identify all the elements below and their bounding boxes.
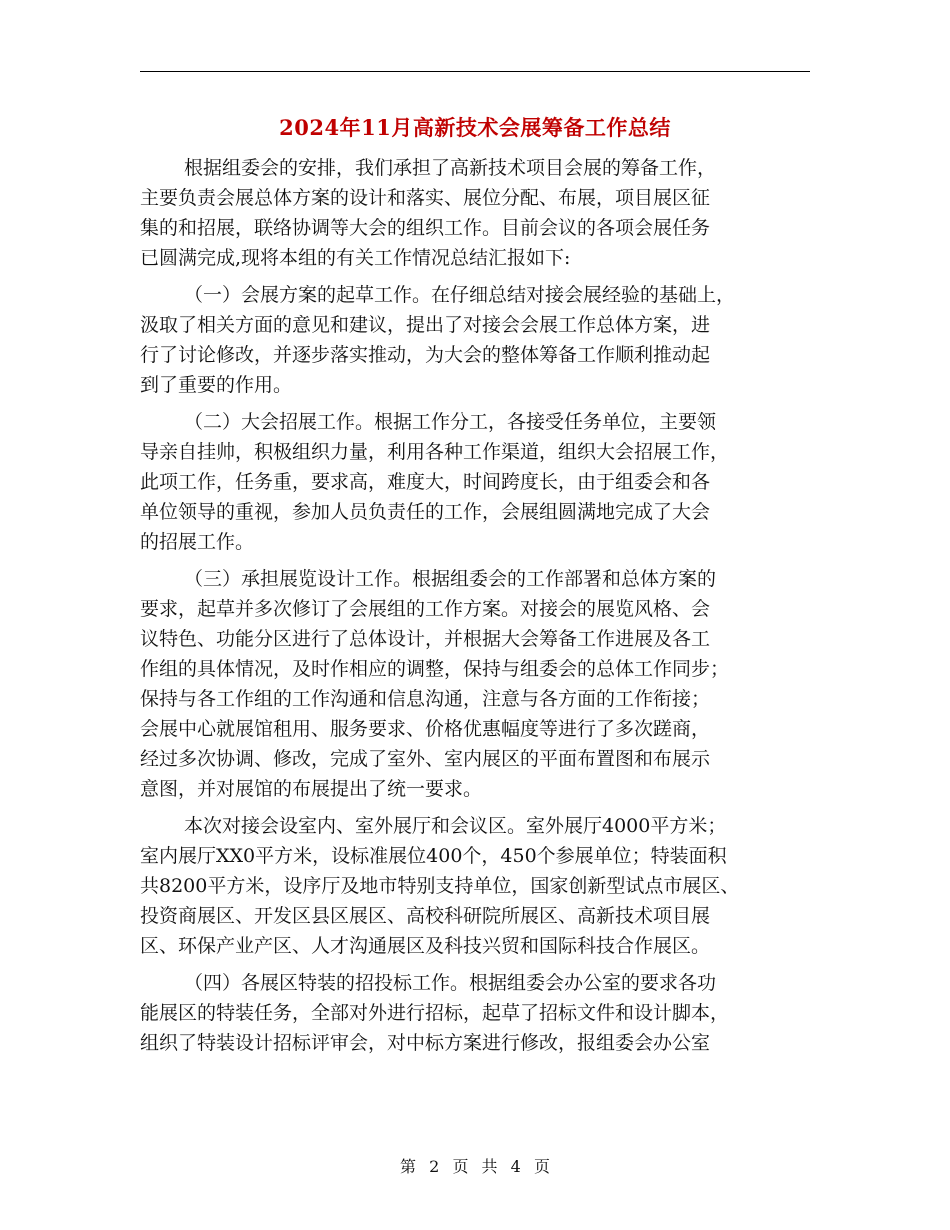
paragraph-line: 根据组委会的安排，我们承担了高新技术项目会展的筹备工作， xyxy=(184,157,717,179)
paragraph-line: 的招展工作。 xyxy=(140,531,255,553)
paragraph-line: 作组的具体情况，及时作相应的调整，保持与组委会的总体工作同步； xyxy=(140,658,730,680)
footer-page-word: 页 xyxy=(452,1157,469,1176)
paragraph-line: 导亲自挂帅，积极组织力量，利用各种工作渠道，组织大会招展工作， xyxy=(140,441,730,463)
paragraph-line: 能展区的特装任务，全部对外进行招标，起草了招标文件和设计脚本， xyxy=(140,1002,730,1024)
paragraph-line: 此项工作，任务重，要求高，难度大，时间跨度长，由于组委会和各 xyxy=(140,471,711,493)
paragraph-line: 议特色、功能分区进行了总体设计，并根据大会筹备工作进展及各工 xyxy=(140,628,711,650)
paragraph-line: 保持与各工作组的工作沟通和信息沟通，注意与各方面的工作衔接； xyxy=(140,688,711,710)
current-page-number: 2 xyxy=(429,1157,440,1176)
footer-suffix: 页 xyxy=(533,1157,550,1176)
footer-total-word: 共 xyxy=(481,1157,498,1176)
paragraph-line: 投资商展区、开发区县区展区、高校科研院所展区、高新技术项目展 xyxy=(140,905,711,927)
paragraph-line: （四）各展区特装的招投标工作。根据组委会办公室的要求各功 xyxy=(184,972,717,994)
paragraph-line: 主要负责会展总体方案的设计和落实、展位分配、布展，项目展区征 xyxy=(140,187,711,209)
paragraph-line: 单位领导的重视，参加人员负责任的工作，会展组圆满地完成了大会 xyxy=(140,501,711,523)
paragraph-line: （一）会展方案的起草工作。在仔细总结对接会展经验的基础上， xyxy=(184,284,736,306)
paragraph-line: 要求，起草并多次修订了会展组的工作方案。对接会的展览风格、会 xyxy=(140,598,711,620)
paragraph-line: 会展中心就展馆租用、服务要求、价格优惠幅度等进行了多次蹉商， xyxy=(140,718,711,740)
footer-prefix: 第 xyxy=(400,1157,417,1176)
paragraph-line: 经过多次协调、修改，完成了室外、室内展区的平面布置图和布展示 xyxy=(140,748,711,770)
paragraph-line: （二）大会招展工作。根据工作分工，各接受任务单位，主要领 xyxy=(184,411,717,433)
paragraph-line: 意图，并对展馆的布展提出了统一要求。 xyxy=(140,778,483,800)
paragraph-line: 组织了特装设计招标评审会，对中标方案进行修改，报组委会办公室 xyxy=(140,1032,711,1054)
paragraph-line: 到了重要的作用。 xyxy=(140,374,293,396)
paragraph-line: （三）承担展览设计工作。根据组委会的工作部署和总体方案的 xyxy=(184,568,717,590)
paragraph-line: 集的和招展，联络协调等大会的组织工作。目前会议的各项会展任务 xyxy=(140,217,711,239)
paragraph-line: 本次对接会设室内、室外展厅和会议区。室外展厅4000平方米； xyxy=(184,815,727,837)
paragraph-line: 共8200平方米，设序厅及地市特别支持单位，国家创新型试点市展区、 xyxy=(140,875,740,897)
total-page-number: 4 xyxy=(510,1157,521,1176)
paragraph-line: 汲取了相关方面的意见和建议，提出了对接会会展工作总体方案，进 xyxy=(140,314,711,336)
paragraph-line: 区、环保产业产区、人才沟通展区及科技兴贸和国际科技合作展区。 xyxy=(140,935,711,957)
header-rule xyxy=(140,71,810,72)
page-footer xyxy=(0,1154,950,1177)
paragraph-line: 已圆满完成,现将本组的有关工作情况总结汇报如下: xyxy=(140,247,571,269)
paragraph-line: 室内展厅XX0平方米，设标准展位400个，450个参展单位；特装面积 xyxy=(140,845,727,867)
paragraph-line: 行了讨论修改，并逐步落实推动，为大会的整体筹备工作顺利推动起 xyxy=(140,344,711,366)
document-title: 2024年11月高新技术会展筹备工作总结 xyxy=(279,115,671,140)
